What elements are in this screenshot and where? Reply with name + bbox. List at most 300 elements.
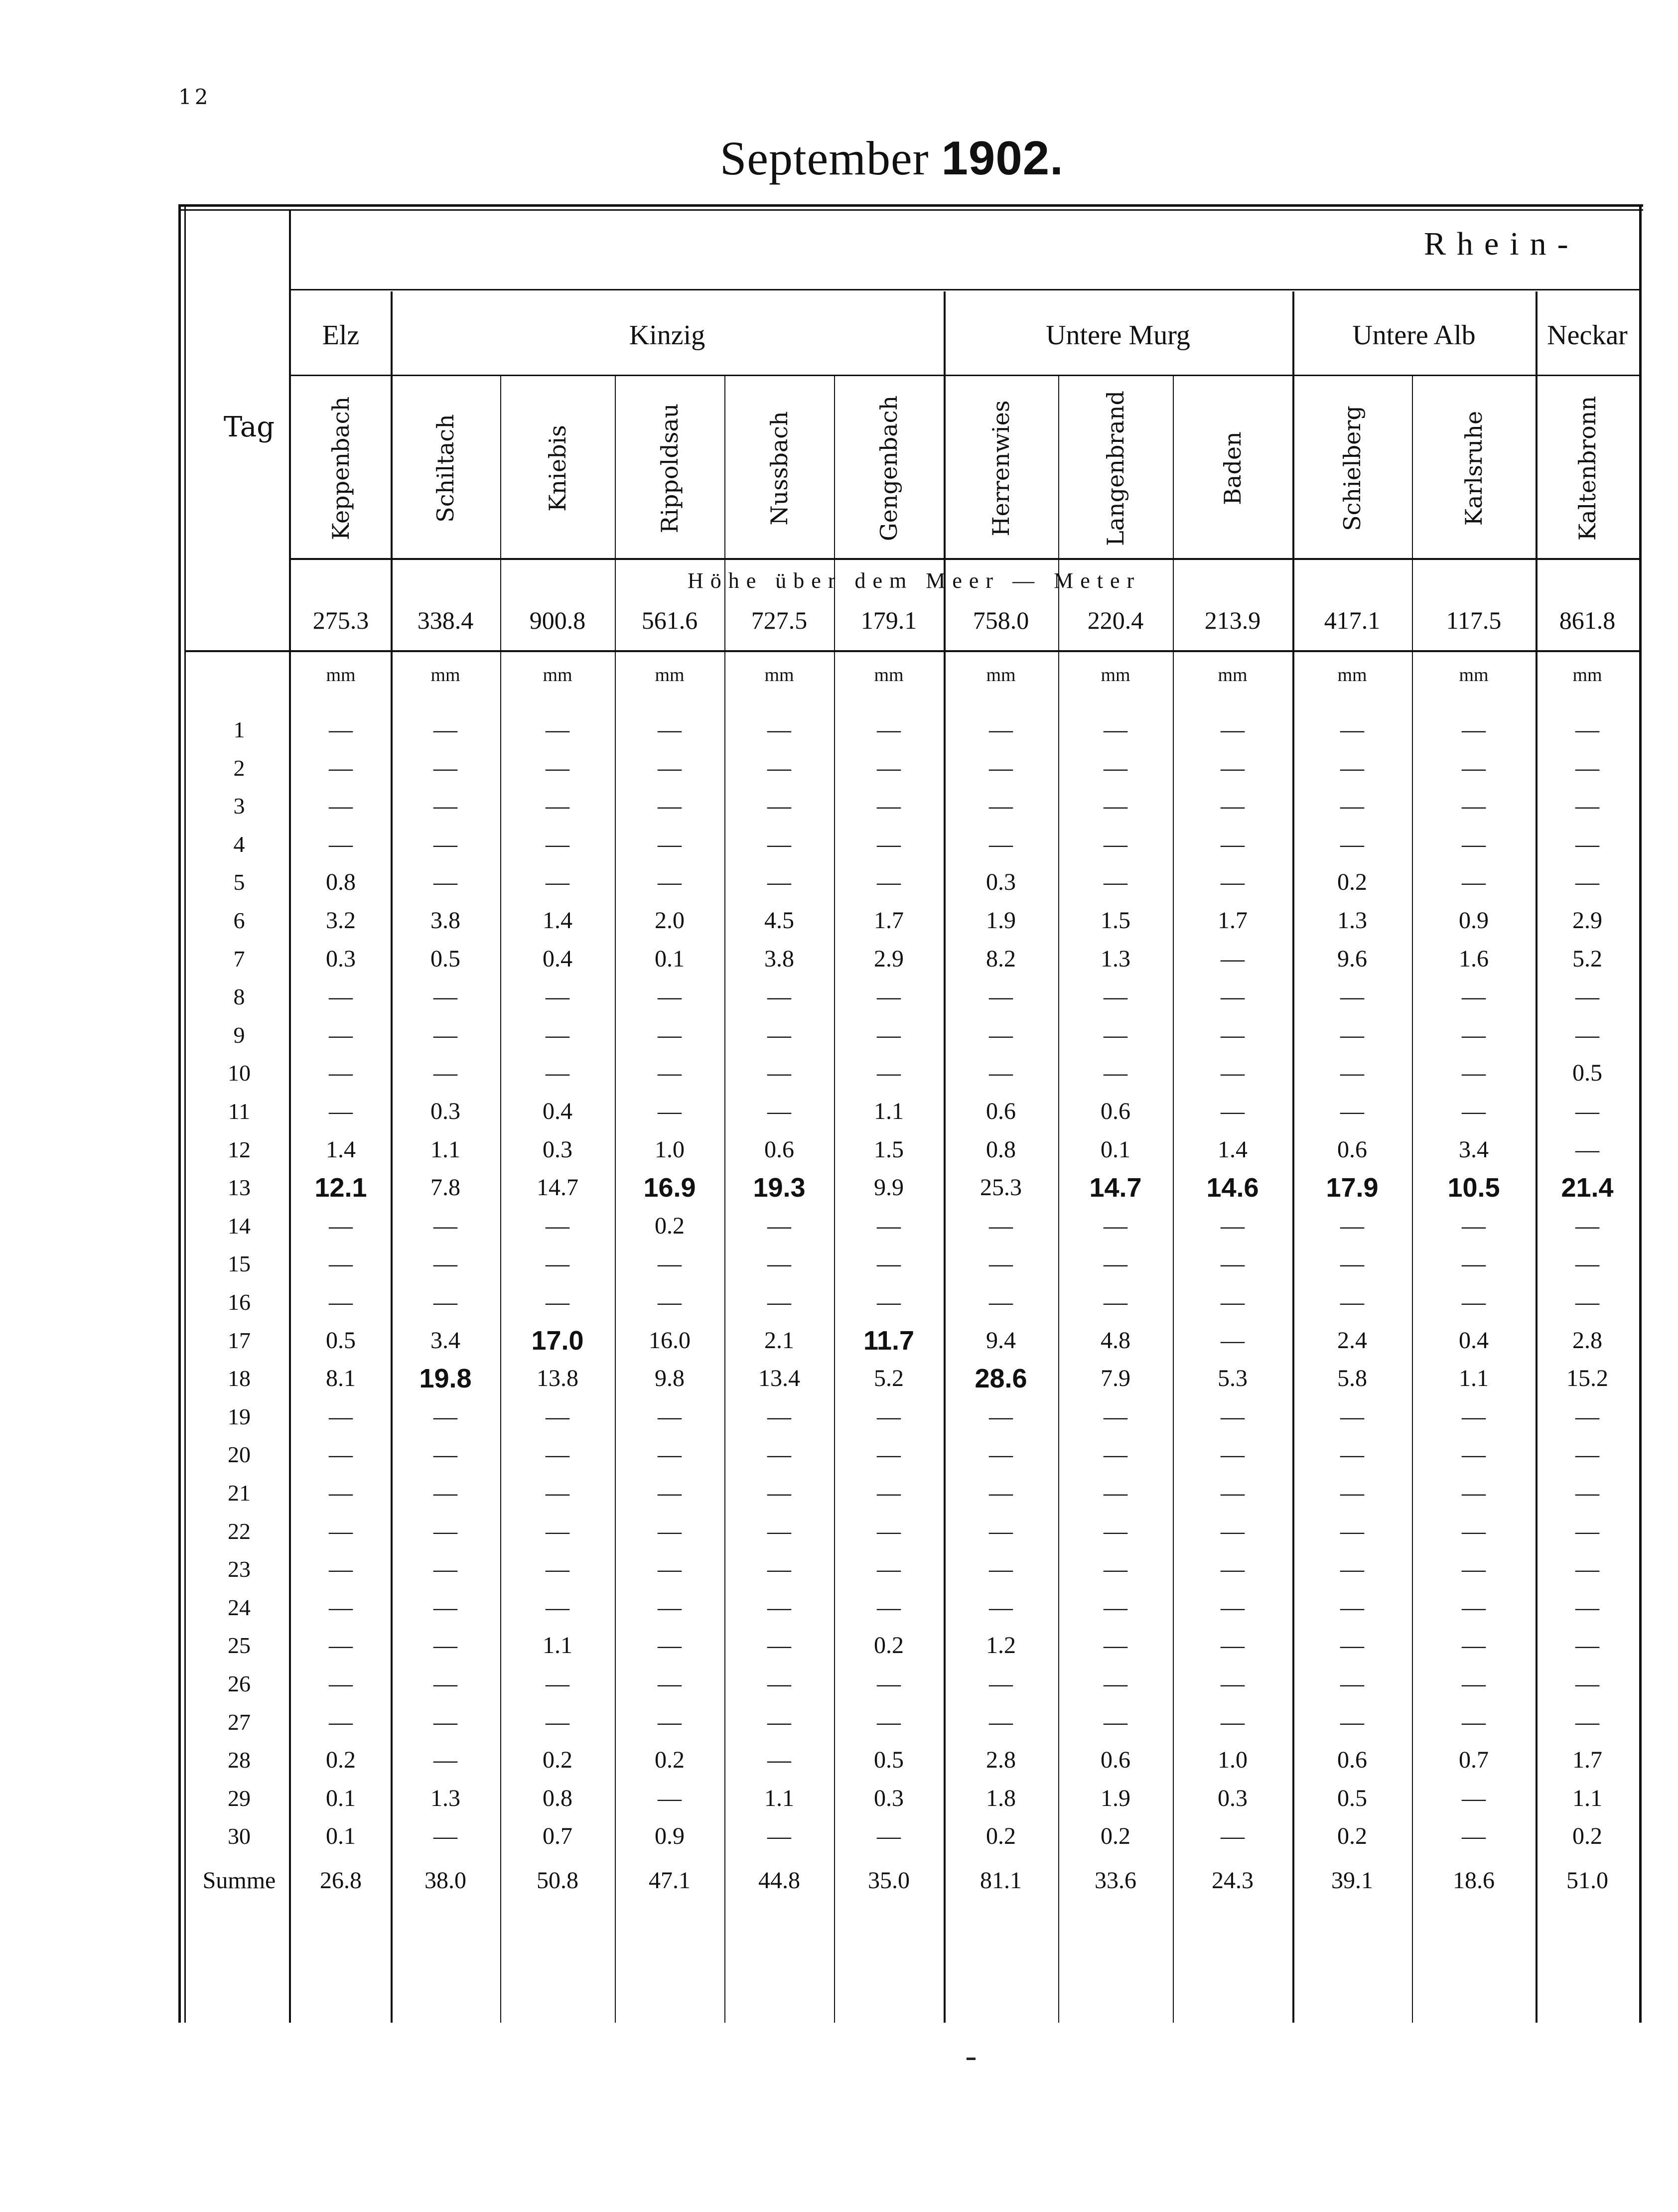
data-cell: 1.5 xyxy=(1101,907,1130,934)
data-cell: 0.7 xyxy=(543,1823,572,1849)
data-cell: — xyxy=(1104,1022,1127,1048)
station-bottom-rule xyxy=(291,558,1639,560)
day-number: 13 xyxy=(228,1175,251,1200)
unit-label: mm xyxy=(543,665,572,686)
data-cell: 0.1 xyxy=(1101,1136,1130,1163)
data-cell: — xyxy=(1575,793,1599,819)
data-cell: — xyxy=(1221,716,1245,743)
data-cell: — xyxy=(1575,1632,1599,1659)
data-cell: — xyxy=(1221,1632,1245,1659)
station-header xyxy=(500,379,615,558)
data-cell: — xyxy=(658,793,682,819)
data-cell: — xyxy=(767,1060,791,1086)
data-cell: — xyxy=(1340,1022,1364,1048)
summe-value: 24.3 xyxy=(1212,1867,1254,1894)
elevation-value: 117.5 xyxy=(1446,606,1502,634)
data-cell: 12.1 xyxy=(314,1173,367,1203)
data-cell: 0.6 xyxy=(986,1098,1016,1124)
day-number: 27 xyxy=(228,1709,251,1735)
data-cell: — xyxy=(546,1250,569,1277)
data-cell: — xyxy=(989,755,1013,781)
data-cell: — xyxy=(433,1709,457,1735)
unit-label: mm xyxy=(1218,665,1248,686)
data-cell: 0.4 xyxy=(1459,1327,1489,1354)
data-cell: — xyxy=(989,1709,1013,1735)
data-cell: — xyxy=(329,1709,353,1735)
unit-label: mm xyxy=(764,665,794,686)
station-header xyxy=(1173,379,1292,558)
data-cell: — xyxy=(877,1289,901,1315)
data-cell: 19.3 xyxy=(753,1173,806,1203)
left-border xyxy=(178,204,181,2023)
tag-label: Tag xyxy=(223,411,275,443)
data-cell: 1.5 xyxy=(874,1136,904,1163)
data-cell: — xyxy=(329,1670,353,1697)
data-cell: 0.3 xyxy=(543,1136,572,1163)
day-number: 24 xyxy=(228,1595,251,1620)
data-cell: — xyxy=(658,1060,682,1086)
day-number: 12 xyxy=(228,1137,251,1162)
data-cell: — xyxy=(329,983,353,1010)
elevation-value: 758.0 xyxy=(973,606,1029,634)
data-cell: — xyxy=(1462,1289,1486,1315)
data-cell: 11.7 xyxy=(863,1326,915,1356)
data-cell: — xyxy=(433,869,457,895)
data-cell: — xyxy=(433,1747,457,1773)
data-cell: — xyxy=(1221,1403,1245,1430)
data-cell: — xyxy=(989,1594,1013,1621)
day-number: 28 xyxy=(228,1747,251,1773)
data-cell: — xyxy=(1340,1213,1364,1239)
day-number: 26 xyxy=(228,1671,251,1696)
day-number: 30 xyxy=(228,1823,251,1849)
data-cell: — xyxy=(658,716,682,743)
data-cell: 2.8 xyxy=(1572,1327,1602,1354)
data-cell: — xyxy=(546,1670,569,1697)
data-cell: — xyxy=(329,1556,353,1582)
summe-value: 18.6 xyxy=(1453,1867,1495,1894)
data-cell: — xyxy=(1462,793,1486,819)
data-cell: 13.8 xyxy=(537,1365,578,1391)
data-cell: — xyxy=(877,755,901,781)
data-cell: — xyxy=(1104,1556,1127,1582)
data-cell: — xyxy=(1462,716,1486,743)
data-cell: — xyxy=(1340,1441,1364,1468)
data-cell: — xyxy=(658,1594,682,1621)
data-cell: — xyxy=(329,1022,353,1048)
data-cell: 2.8 xyxy=(986,1747,1016,1773)
day-number: 7 xyxy=(233,946,245,971)
day-number: 2 xyxy=(233,755,245,781)
day-number: 19 xyxy=(228,1404,251,1429)
data-cell: 2.1 xyxy=(764,1327,794,1354)
summe-label: Summe xyxy=(202,1867,276,1894)
data-cell: — xyxy=(1462,1098,1486,1124)
data-cell: 0.4 xyxy=(543,946,572,972)
data-cell: 0.3 xyxy=(1218,1785,1248,1811)
day-number: 4 xyxy=(233,831,245,857)
data-cell: — xyxy=(989,831,1013,857)
data-cell: — xyxy=(1340,1060,1364,1086)
data-cell: — xyxy=(767,869,791,895)
data-cell: — xyxy=(989,1060,1013,1086)
data-cell: — xyxy=(1104,755,1127,781)
station-name: Nussbach xyxy=(766,411,793,526)
data-cell: 8.1 xyxy=(326,1365,356,1391)
data-cell: — xyxy=(989,1213,1013,1239)
data-cell: — xyxy=(1340,1594,1364,1621)
data-cell: — xyxy=(877,793,901,819)
data-cell: — xyxy=(1104,1632,1127,1659)
data-cell: — xyxy=(1340,716,1364,743)
data-cell: — xyxy=(877,1518,901,1544)
data-cell: — xyxy=(767,1213,791,1239)
data-cell: — xyxy=(433,1632,457,1659)
data-cell: 0.2 xyxy=(874,1632,904,1659)
data-cell: — xyxy=(329,755,353,781)
data-cell: — xyxy=(1575,1022,1599,1048)
data-cell: — xyxy=(658,1480,682,1506)
data-cell: — xyxy=(1575,755,1599,781)
data-cell: — xyxy=(767,1441,791,1468)
data-cell: — xyxy=(546,1709,569,1735)
data-cell: — xyxy=(329,1098,353,1124)
data-cell: — xyxy=(989,793,1013,819)
data-cell: — xyxy=(1575,1518,1599,1544)
unit-label: mm xyxy=(655,665,685,686)
data-cell: 1.4 xyxy=(326,1136,356,1163)
data-cell: 5.3 xyxy=(1218,1365,1248,1391)
data-cell: — xyxy=(433,1289,457,1315)
data-cell: — xyxy=(1221,1289,1245,1315)
data-cell: — xyxy=(767,1098,791,1124)
data-cell: — xyxy=(546,1480,569,1506)
data-cell: — xyxy=(1462,1250,1486,1277)
summe-value: 50.8 xyxy=(537,1867,578,1894)
day-number: 9 xyxy=(233,1022,245,1048)
data-cell: — xyxy=(1575,831,1599,857)
data-cell: 0.3 xyxy=(874,1785,904,1811)
data-cell: — xyxy=(767,1709,791,1735)
data-cell: — xyxy=(1104,1403,1127,1430)
data-cell: 0.6 xyxy=(764,1136,794,1163)
data-cell: 4.8 xyxy=(1101,1327,1130,1354)
data-cell: — xyxy=(658,1403,682,1430)
data-cell: — xyxy=(1221,1441,1245,1468)
data-cell: — xyxy=(658,1709,682,1735)
data-cell: — xyxy=(329,716,353,743)
data-cell: — xyxy=(1340,1098,1364,1124)
data-cell: 14.7 xyxy=(537,1174,578,1201)
station-header xyxy=(1058,379,1173,558)
data-cell: — xyxy=(433,1250,457,1277)
data-cell: 0.2 xyxy=(1101,1823,1130,1849)
data-cell: 0.2 xyxy=(986,1823,1016,1849)
elevation-value: 220.4 xyxy=(1087,606,1144,634)
data-cell: — xyxy=(546,1594,569,1621)
data-cell: — xyxy=(1104,1709,1127,1735)
data-cell: — xyxy=(1104,1213,1127,1239)
data-cell: 0.2 xyxy=(655,1747,685,1773)
data-cell: — xyxy=(877,869,901,895)
data-cell: — xyxy=(329,1632,353,1659)
unit-label: mm xyxy=(1572,665,1602,686)
data-cell: — xyxy=(1104,1441,1127,1468)
data-cell: — xyxy=(546,1060,569,1086)
data-cell: 16.9 xyxy=(643,1173,696,1203)
data-cell: 0.2 xyxy=(1337,869,1367,895)
data-cell: — xyxy=(989,1289,1013,1315)
page-number: 12 xyxy=(178,85,211,109)
unit-label: mm xyxy=(1337,665,1367,686)
data-cell: — xyxy=(433,983,457,1010)
data-cell: 0.6 xyxy=(1101,1747,1130,1773)
data-cell: 0.8 xyxy=(543,1785,572,1811)
data-cell: — xyxy=(767,793,791,819)
data-cell: 1.9 xyxy=(1101,1785,1130,1811)
station-header xyxy=(1412,379,1536,558)
data-cell: 0.1 xyxy=(655,946,685,972)
station-name: Schielberg xyxy=(1339,406,1366,531)
data-cell: — xyxy=(546,793,569,819)
data-cell: — xyxy=(1104,1060,1127,1086)
stray-mark xyxy=(967,2058,976,2060)
data-cell: — xyxy=(1575,1250,1599,1277)
data-cell: 2.4 xyxy=(1337,1327,1367,1354)
data-cell: 0.8 xyxy=(986,1136,1016,1163)
elevation-value: 417.1 xyxy=(1324,606,1381,634)
unit-label: mm xyxy=(986,665,1016,686)
day-number: 1 xyxy=(233,717,245,742)
data-cell: 4.5 xyxy=(764,907,794,934)
data-cell: 1.9 xyxy=(986,907,1016,934)
data-cell: — xyxy=(1221,1250,1245,1277)
region-label: Rhein- xyxy=(1424,226,1579,262)
data-cell: — xyxy=(1221,831,1245,857)
data-cell: — xyxy=(767,1556,791,1582)
data-cell: — xyxy=(1575,1480,1599,1506)
data-cell: — xyxy=(877,1670,901,1697)
data-cell: — xyxy=(877,1823,901,1849)
data-cell: 16.0 xyxy=(649,1327,691,1354)
data-cell: 0.6 xyxy=(1337,1747,1367,1773)
summe-value: 38.0 xyxy=(424,1867,466,1894)
data-cell: — xyxy=(1462,1441,1486,1468)
elevation-value: 179.1 xyxy=(860,606,917,634)
data-cell: — xyxy=(1575,983,1599,1010)
data-cell: — xyxy=(329,1060,353,1086)
data-cell: — xyxy=(1340,1556,1364,1582)
data-cell: — xyxy=(1575,1709,1599,1735)
data-cell: — xyxy=(989,1403,1013,1430)
data-cell: — xyxy=(1575,1556,1599,1582)
data-cell: 7.8 xyxy=(430,1174,460,1201)
day-number: 6 xyxy=(233,908,245,933)
data-cell: 25.3 xyxy=(980,1174,1022,1201)
data-cell: — xyxy=(767,1289,791,1315)
data-cell: — xyxy=(329,1289,353,1315)
data-cell: — xyxy=(1462,869,1486,895)
data-cell: — xyxy=(767,1594,791,1621)
data-cell: — xyxy=(1104,983,1127,1010)
data-cell: — xyxy=(1462,831,1486,857)
data-cell: — xyxy=(1462,1022,1486,1048)
day-number: 5 xyxy=(233,869,245,895)
data-cell: — xyxy=(989,1670,1013,1697)
data-cell: — xyxy=(658,1289,682,1315)
elevation-value: 727.5 xyxy=(751,606,808,634)
station-header xyxy=(615,379,724,558)
station-header xyxy=(834,379,944,558)
station-name: Kniebis xyxy=(544,425,571,512)
data-cell: — xyxy=(767,1518,791,1544)
data-cell: 1.3 xyxy=(1337,907,1367,934)
unit-label: mm xyxy=(430,665,460,686)
data-cell: 1.1 xyxy=(430,1136,460,1163)
data-cell: 0.9 xyxy=(1459,907,1489,934)
group-elz: Elz xyxy=(322,320,360,351)
station-header xyxy=(291,379,391,558)
data-cell: — xyxy=(877,1060,901,1086)
data-cell: — xyxy=(658,1670,682,1697)
station-header xyxy=(1292,379,1412,558)
station-header xyxy=(391,379,500,558)
data-cell: — xyxy=(877,1594,901,1621)
data-cell: — xyxy=(1575,1403,1599,1430)
data-cell: — xyxy=(433,1403,457,1430)
data-cell: — xyxy=(433,1556,457,1582)
data-cell: — xyxy=(989,716,1013,743)
data-cell: 0.2 xyxy=(1337,1823,1367,1849)
data-cell: — xyxy=(433,1518,457,1544)
data-cell: — xyxy=(658,831,682,857)
data-cell: — xyxy=(658,1556,682,1582)
data-cell: — xyxy=(329,831,353,857)
data-cell: — xyxy=(329,1441,353,1468)
data-cell: — xyxy=(1221,1518,1245,1544)
data-cell: 0.8 xyxy=(326,869,356,895)
data-cell: — xyxy=(989,1441,1013,1468)
data-cell: — xyxy=(658,869,682,895)
data-cell: 7.9 xyxy=(1101,1365,1130,1391)
data-cell: 0.2 xyxy=(655,1213,685,1239)
data-cell: 9.6 xyxy=(1337,946,1367,972)
data-cell: 1.7 xyxy=(1218,907,1248,934)
data-cell: 2.9 xyxy=(1572,907,1602,934)
data-cell: — xyxy=(546,755,569,781)
day-number: 21 xyxy=(228,1480,251,1506)
data-cell: 10.5 xyxy=(1447,1173,1500,1203)
data-cell: 5.8 xyxy=(1337,1365,1367,1391)
day-number: 16 xyxy=(228,1289,251,1315)
station-header xyxy=(944,379,1058,558)
data-cell: — xyxy=(877,831,901,857)
day-number: 14 xyxy=(228,1213,251,1239)
data-cell: 0.6 xyxy=(1101,1098,1130,1124)
data-cell: — xyxy=(1340,1632,1364,1659)
elevation-value: 338.4 xyxy=(417,606,474,634)
data-cell: — xyxy=(546,983,569,1010)
data-cell: 1.0 xyxy=(1218,1747,1248,1773)
data-cell: 0.2 xyxy=(326,1747,356,1773)
data-cell: — xyxy=(1104,831,1127,857)
data-cell: 2.0 xyxy=(655,907,685,934)
station-name: Keppenbach xyxy=(327,396,354,541)
day-number: 3 xyxy=(233,793,245,819)
data-cell: 3.2 xyxy=(326,907,356,934)
top-rule xyxy=(178,204,1643,207)
data-cell: — xyxy=(1104,1250,1127,1277)
data-cell: — xyxy=(329,1594,353,1621)
data-cell: — xyxy=(1340,1518,1364,1544)
data-cell: — xyxy=(546,1441,569,1468)
data-cell: 0.5 xyxy=(326,1327,356,1354)
group-top-rule xyxy=(291,289,1639,290)
data-cell: — xyxy=(1104,716,1127,743)
title-month: September xyxy=(720,132,929,185)
data-cell: — xyxy=(877,1556,901,1582)
data-cell: — xyxy=(989,1480,1013,1506)
data-cell: — xyxy=(989,1022,1013,1048)
data-cell: — xyxy=(1575,1594,1599,1621)
data-cell: — xyxy=(658,1441,682,1468)
summe-value: 81.1 xyxy=(980,1867,1022,1894)
data-cell: — xyxy=(1340,1403,1364,1430)
data-cell: — xyxy=(433,1670,457,1697)
summe-value: 47.1 xyxy=(649,1867,691,1894)
data-cell: — xyxy=(1575,869,1599,895)
data-cell: — xyxy=(877,1709,901,1735)
data-cell: — xyxy=(1221,1823,1245,1849)
day-number: 23 xyxy=(228,1556,251,1582)
data-cell: — xyxy=(1104,1518,1127,1544)
elevation-value: 561.6 xyxy=(641,606,698,634)
top-rule-thin xyxy=(178,209,1643,211)
data-cell: 1.7 xyxy=(874,907,904,934)
data-cell: — xyxy=(877,1213,901,1239)
data-cell: — xyxy=(329,1213,353,1239)
day-number: 8 xyxy=(233,984,245,1009)
data-cell: 0.1 xyxy=(326,1785,356,1811)
day-number: 18 xyxy=(228,1366,251,1391)
data-cell: 1.1 xyxy=(874,1098,904,1124)
data-cell: — xyxy=(658,1632,682,1659)
data-cell: 1.1 xyxy=(1459,1365,1489,1391)
data-cell: — xyxy=(1221,793,1245,819)
group-neckar: Neckar xyxy=(1547,320,1628,351)
data-cell: — xyxy=(1104,1594,1127,1621)
data-cell: 3.4 xyxy=(1459,1136,1489,1163)
data-cell: 5.2 xyxy=(874,1365,904,1391)
data-cell: — xyxy=(767,755,791,781)
right-border xyxy=(1639,204,1642,2023)
data-cell: — xyxy=(1221,755,1245,781)
data-cell: — xyxy=(546,1556,569,1582)
data-cell: — xyxy=(877,1441,901,1468)
data-cell: 9.8 xyxy=(655,1365,685,1391)
data-cell: — xyxy=(1104,793,1127,819)
data-cell: — xyxy=(1221,1213,1245,1239)
summe-value: 51.0 xyxy=(1566,1867,1608,1894)
station-name: Karlsruhe xyxy=(1460,411,1487,526)
data-cell: — xyxy=(433,1022,457,1048)
data-cell: — xyxy=(433,831,457,857)
data-cell: 17.0 xyxy=(531,1326,584,1356)
group-bottom-rule xyxy=(291,375,1639,376)
summe-value: 26.8 xyxy=(320,1867,362,1894)
data-cell: — xyxy=(1340,983,1364,1010)
data-cell: — xyxy=(767,1403,791,1430)
